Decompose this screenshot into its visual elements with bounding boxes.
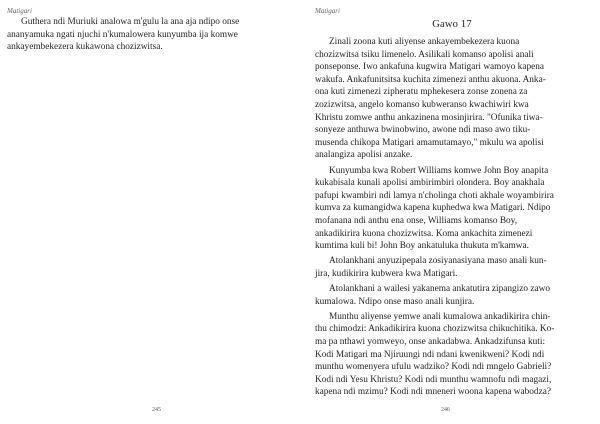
text-line: sonyeze anthuwa bwinobwino, awone ndi maso awo tiku- bbox=[315, 125, 531, 136]
paragraph-5 bbox=[315, 311, 589, 399]
text-line: jira, kudikirira kubwera kwa Matigari. bbox=[315, 268, 458, 279]
left-paragraph-1 bbox=[7, 16, 284, 54]
text-line: kumva za kumangidwa kapena kuphedwa kwa Matigari. Ndipo bbox=[315, 203, 551, 214]
text-line: chozizwitsa tsiku limenelo. Asilikali komanso apolisi anali bbox=[315, 49, 534, 60]
paragraph-1 bbox=[315, 36, 589, 162]
text-line: Zinali zoona kuti aliyense ankayembekezera kuona bbox=[329, 37, 520, 47]
text-line: Guthera ndi Muriuki analowa m'gulu la ana aja ndipo onse bbox=[21, 17, 240, 27]
text-line: Kodi Matigari ma Njiruungi ndi ndani kwenikweni? Kodi ndi bbox=[315, 349, 545, 360]
text-line: Munthu aliyense yemwe anali kumalowa ankadikirira chin- bbox=[329, 311, 551, 322]
chapter-title: Gawo 17 bbox=[432, 19, 472, 30]
text-line: wakufa. Ankafunitsitsa kuchita zimenezi anthu akuona. Anka- bbox=[315, 74, 546, 85]
page-number-left: 245 bbox=[152, 407, 161, 413]
right-page bbox=[300, 0, 600, 424]
text-line: kumtima kuli bi! John Boy ankatuluka thukuta m'kamwa. bbox=[315, 241, 529, 252]
text-line: Kodi ndi Yesu Khristu? Kodi ndi munthu wamnofu ndi magazi, bbox=[315, 374, 552, 385]
text-line: pafupi kwambiri ndi lamya n'cholinga choti akhale woyambirira bbox=[315, 190, 554, 201]
text-line: kumalowa. Ndipo onse maso anali kunjira. bbox=[315, 296, 475, 307]
text-line: ma pa nthawi yomweyo, onse ankadabwa. Ankadzifunsa kuti: bbox=[315, 337, 546, 348]
text-line: musenda chikopa Matigari amamutamayo," mkulu wa apolisi bbox=[315, 137, 544, 148]
text-line: Atolankhani anyuzipepala zosiyanasiyana maso anali kun- bbox=[329, 256, 547, 267]
text-line: Atolankhani a wailesi yakanema ankatutira zipangizo zawo bbox=[329, 284, 550, 295]
text-line: ona kuti zimenezi zipheratu mphekesera zonse zonena za bbox=[315, 87, 528, 98]
text-line: mofanana ndi anthu ena onse, Williams komanso Boy, bbox=[315, 215, 518, 226]
left-page-body bbox=[7, 16, 284, 54]
text-line: kapena ndi mzimu? Kodi ndi mneneri woona kapena wabodza? bbox=[315, 387, 551, 398]
paragraph-4 bbox=[315, 283, 589, 308]
text-line: ankayembekezera kukawona chozizwitsa. bbox=[7, 42, 163, 53]
text-line: analangiza apolisi anzake. bbox=[315, 150, 413, 161]
text-line: munthu womenyera ufulu wadziko? Kodi ndi mngelo Gabrieli? bbox=[315, 362, 552, 373]
running-head-left: Matigari bbox=[7, 7, 32, 15]
text-line: ponseponse. Iwo ankafuna kugwira Matigari wamoyo kapena bbox=[315, 62, 544, 73]
text-line: Khristu zomwe anthu ankazinena mosinjirira. "Ofunika tiwa- bbox=[315, 112, 543, 123]
text-line: ananyamuka ngati njuchi n'kumalowera kunyumba ija komwe bbox=[7, 29, 238, 40]
text-line: zozizwitsa, angelo komanso kubweranso kwachiwiri kwa bbox=[315, 99, 529, 110]
text-line: ankadikirira kuona chozizwitsa. Koma ankachita zimenezi bbox=[315, 228, 533, 239]
page-number-right: 246 bbox=[441, 407, 450, 413]
text-line: thu chimodzi: Ankadikirira kuona chozizwitsa chikuchitika. Ko- bbox=[315, 324, 555, 335]
paragraph-2 bbox=[315, 165, 589, 253]
text-line: kukabisala kunali apolisi ambirimbiri olondera. Boy anakhala bbox=[315, 178, 545, 189]
paragraph-3 bbox=[315, 255, 589, 280]
text-line: Kunyumba kwa Robert Williams komwe John Boy anapita bbox=[329, 165, 549, 176]
right-page-body bbox=[315, 36, 589, 402]
running-head-right: Matigari bbox=[315, 7, 340, 15]
